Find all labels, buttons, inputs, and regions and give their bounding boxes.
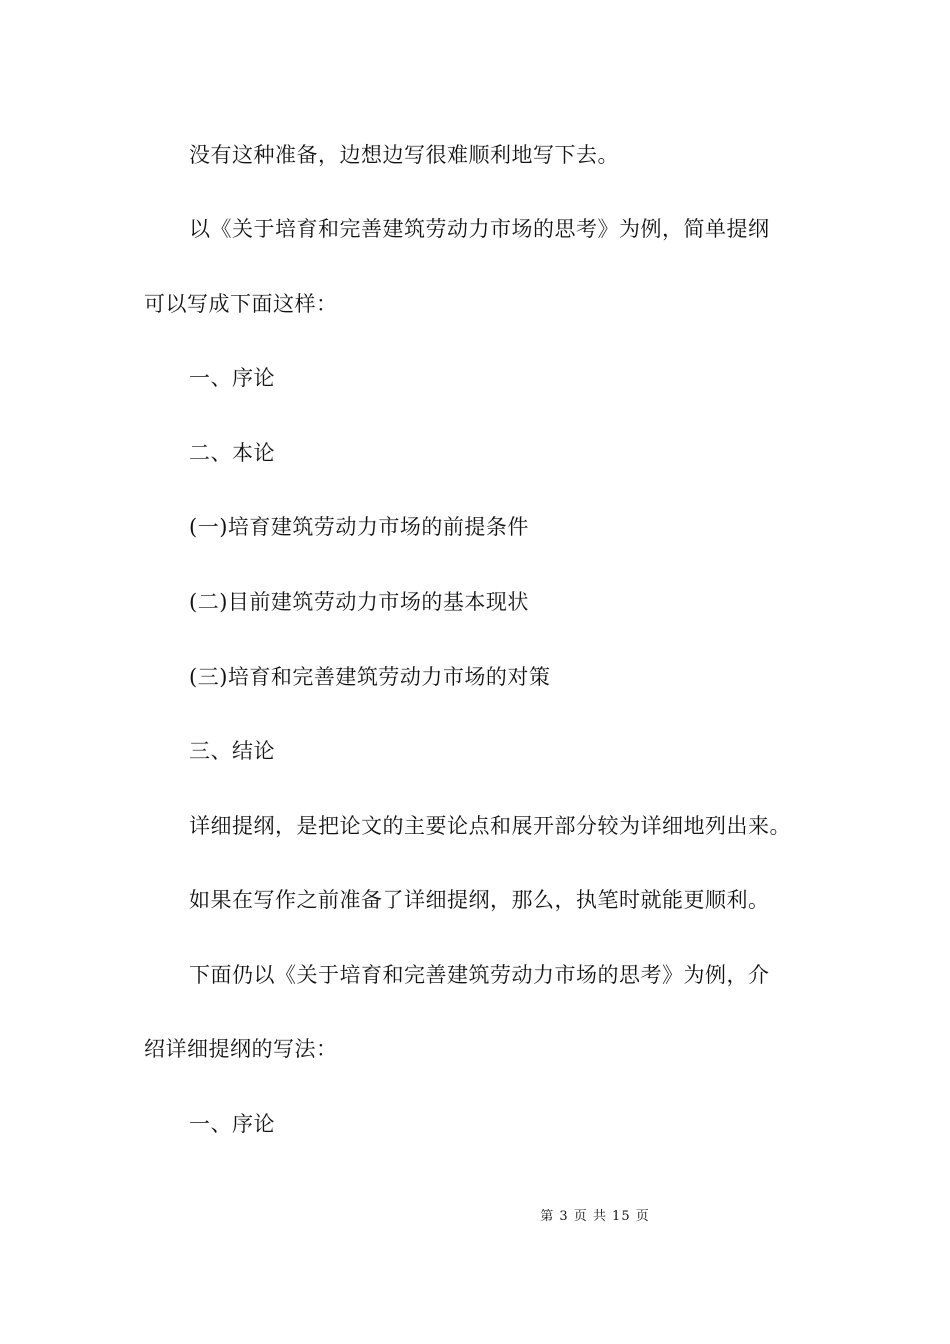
paragraph-line: 可以写成下面这样： [144, 292, 338, 316]
paragraph-line: 绍详细提纲的写法： [144, 1037, 338, 1061]
paragraph-line: 详细提纲，是把论文的主要论点和展开部分较为详细地列出来。 [189, 814, 791, 838]
page-footer [0, 1208, 950, 1226]
paragraph-line: 没有这种准备，边想边写很难顺利地写下去。 [189, 143, 619, 167]
page-number: 第 3 页 共 15 页 [540, 1209, 650, 1224]
paragraph-line: 下面仍以《关于培育和完善建筑劳动力市场的思考》为例，介 [189, 963, 770, 987]
outline-subitem: (三)培育和完善建筑劳动力市场的对策 [189, 665, 551, 689]
outline-heading: 一、序论 [189, 1112, 275, 1136]
outline-heading: 三、结论 [189, 739, 275, 763]
outline-heading: 一、序论 [189, 366, 275, 390]
outline-heading: 二、本论 [189, 441, 275, 465]
paragraph-line: 以《关于培育和完善建筑劳动力市场的思考》为例，简单提纲 [189, 217, 770, 241]
outline-subitem: (一)培育建筑劳动力市场的前提条件 [189, 515, 529, 539]
paragraph-line: 如果在写作之前准备了详细提纲，那么，执笔时就能更顺利。 [189, 888, 770, 912]
outline-subitem: (二)目前建筑劳动力市场的基本现状 [189, 590, 529, 614]
